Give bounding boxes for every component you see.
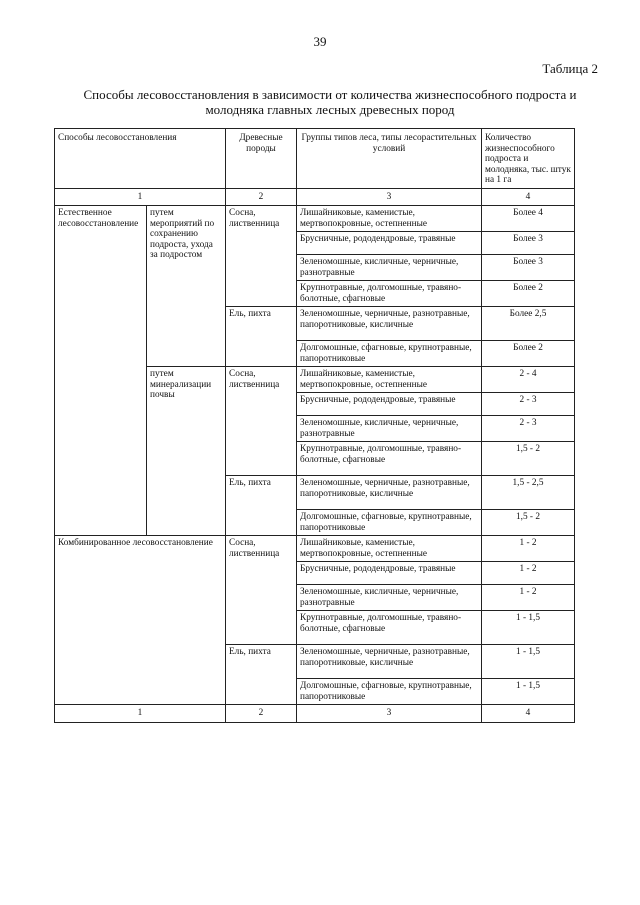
forest-type-group: Зеленомошные, кисличные, черничные, разнотравные: [297, 255, 482, 281]
quantity-value: Более 2: [482, 341, 575, 367]
column-number: 3: [297, 705, 482, 723]
forest-type-group: Лишайниковые, каменистые, мертвопокровные, остепненные: [297, 536, 482, 562]
header-quantity: Количество жизнеспособного подроста и молодняка, тыс. штук на 1 га: [482, 129, 575, 189]
forest-type-group: Зеленомошные, черничные, разнотравные, папоротниковые, кисличные: [297, 307, 482, 341]
species-spruce-fir: Ель, пихта: [226, 476, 297, 536]
forest-type-group: Зеленомошные, черничные, разнотравные, папоротниковые, кисличные: [297, 645, 482, 679]
quantity-value: Более 2,5: [482, 307, 575, 341]
forest-type-group: Брусничные, рододендровые, травяные: [297, 232, 482, 255]
quantity-value: Более 3: [482, 232, 575, 255]
forest-type-group: Долгомошные, сфагновые, крупнотравные, папоротниковые: [297, 679, 482, 705]
column-number-row: [55, 705, 575, 723]
column-number: 1: [55, 705, 226, 723]
header-methods: Способы лесовосстановления: [55, 129, 226, 189]
species-pine-larch: Сосна, лиственница: [226, 367, 297, 476]
method-natural: Естественное лесовосстановление: [55, 206, 147, 536]
quantity-value: 1 - 1,5: [482, 611, 575, 645]
page-title: Способы лесовосстановления в зависимости от количества жизнеспособного подроста и молодняка главных лесных древесных пород: [83, 87, 577, 117]
forest-type-group: Долгомошные, сфагновые, крупнотравные, папоротниковые: [297, 510, 482, 536]
submethod-mineralization: путем минерализации почвы: [147, 367, 226, 536]
quantity-value: 1 - 2: [482, 585, 575, 611]
table-label: Таблица 2: [542, 61, 598, 76]
quantity-value: 2 - 4: [482, 367, 575, 393]
method-combined: Комбинированное лесовосстановление: [55, 536, 226, 705]
quantity-value: 1,5 - 2: [482, 442, 575, 476]
species-pine-larch: Сосна, лиственница: [226, 536, 297, 645]
forest-type-group: Зеленомошные, кисличные, черничные, разнотравные: [297, 585, 482, 611]
column-number: 2: [226, 705, 297, 723]
species-pine-larch: Сосна, лиственница: [226, 206, 297, 307]
quantity-value: 1,5 - 2: [482, 510, 575, 536]
quantity-value: 1 - 2: [482, 536, 575, 562]
header-groups: Группы типов леса, типы лесорастительных условий: [297, 129, 482, 189]
column-number: 3: [297, 188, 482, 206]
quantity-value: Более 3: [482, 255, 575, 281]
quantity-value: 1 - 2: [482, 562, 575, 585]
forest-type-group: Долгомошные, сфагновые, крупнотравные, папоротниковые: [297, 341, 482, 367]
forest-type-group: Крупнотравные, долгомошные, травяно-болотные, сфагновые: [297, 281, 482, 307]
forest-type-group: Зеленомошные, кисличные, черничные, разнотравные: [297, 416, 482, 442]
table-row: [55, 206, 575, 232]
forest-type-group: Крупнотравные, долгомошные, травяно-болотные, сфагновые: [297, 442, 482, 476]
species-spruce-fir: Ель, пихта: [226, 645, 297, 705]
column-number: 4: [482, 188, 575, 206]
page-number: 39: [313, 34, 327, 49]
forest-type-group: Лишайниковые, каменистые, мертвопокровные, остепненные: [297, 367, 482, 393]
forest-type-group: Брусничные, рододендровые, травяные: [297, 562, 482, 585]
forest-type-group: Зеленомошные, черничные, разнотравные, папоротниковые, кисличные: [297, 476, 482, 510]
quantity-value: 1 - 1,5: [482, 645, 575, 679]
header-species: Древесные породы: [226, 129, 297, 189]
column-number: 1: [55, 188, 226, 206]
forest-type-group: Лишайниковые, каменистые, мертвопокровные, остепненные: [297, 206, 482, 232]
quantity-value: 1,5 - 2,5: [482, 476, 575, 510]
quantity-value: Более 2: [482, 281, 575, 307]
column-number: 2: [226, 188, 297, 206]
column-number: 4: [482, 705, 575, 723]
forest-type-group: Крупнотравные, долгомошные, травяно-болотные, сфагновые: [297, 611, 482, 645]
quantity-value: 2 - 3: [482, 393, 575, 416]
column-number-row: [55, 188, 575, 206]
quantity-value: 2 - 3: [482, 416, 575, 442]
reforestation-table: [54, 128, 575, 723]
table-header-row: [55, 129, 575, 189]
table-row: [55, 536, 575, 562]
species-spruce-fir: Ель, пихта: [226, 307, 297, 367]
quantity-value: 1 - 1,5: [482, 679, 575, 705]
submethod-preservation: путем мероприятий по сохранению подроста, ухода за подростом: [147, 206, 226, 367]
forest-type-group: Брусничные, рододендровые, травяные: [297, 393, 482, 416]
quantity-value: Более 4: [482, 206, 575, 232]
